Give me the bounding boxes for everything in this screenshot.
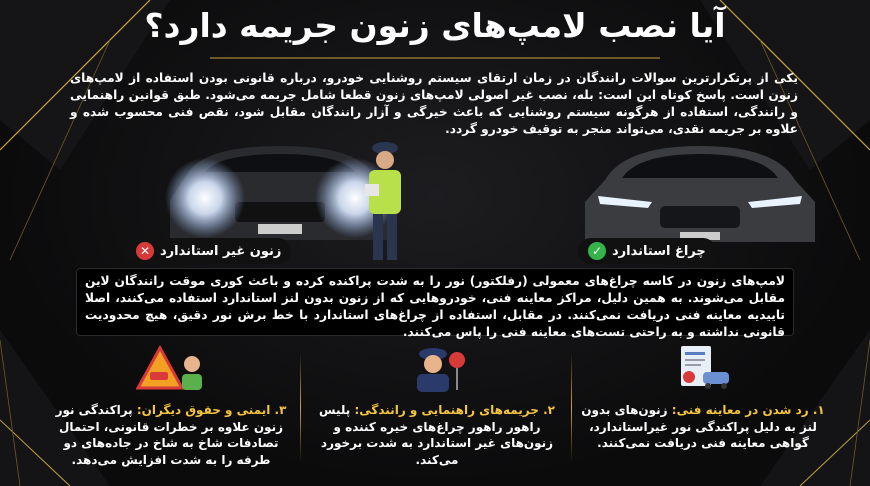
standard-label-badge [578, 238, 716, 264]
point-2 [312, 340, 562, 480]
point-2-text: ۲. جریمه‌های راهنمایی و رانندگی: پلیس راهور راهور چراغ‌های خیره کننده و زنون‌های غیر استاندارد به شدت برخورد می‌کند. [319, 403, 555, 467]
page-title: آیا نصب لامپ‌های زنون جریمه دارد؟ [144, 6, 726, 45]
intro-paragraph: یکی از پرتکرارترین سوالات رانندگان در زمان ارتقای سیستم روشنایی خودرو، درباره قانونی بودن استفاده از لامپ‌های زنون است. پاسخ کوتاه این است: بله، نصب غیر اصولی لامپ‌های زنون قطعا شامل جریمه می‌شود. طبق قوانین راهنمایی و رانندگی، استفاده از هرگونه سیستم روشنایی که باعث خیرگی و آزار رانندگان مقابل شود، نقص فنی محسوب شده و علاوه بر جریمه نقدی، می‌تواند منجر به توقیف خودرو گردد. [70, 71, 798, 136]
standard-car-illustration [570, 140, 830, 252]
police-officer-illustration [355, 138, 415, 262]
standard-label: چراغ استاندارد [612, 243, 706, 259]
middle-paragraph: لامپ‌های زنون در کاسه چراغ‌های معمولی (رفلکتور) نور را به شدت پراکنده کرده و باعث کوری موقت رانندگان لاین مقابل می‌شوند. به همین دلیل، مراکز معاینه فنی، خودروهایی که از زنون بدون لنز استاندارد استفاده می‌کنند، اصلا تاییدیه معاینه فنی دریافت نمی‌کنند. در مقابل، استفاده از چراغ‌های استاندارد با خط برش نور دقیق، هیچ محدودیت قانونی نداشته و به راحتی تست‌های معاینه فنی را پاس می‌کنند. [76, 268, 794, 336]
divider [300, 352, 301, 462]
check-icon: ✓ [588, 242, 606, 260]
xenon-label-badge [126, 238, 291, 264]
point-3 [46, 340, 296, 480]
cross-icon: ✕ [136, 242, 154, 260]
xenon-label: زنون غیر استاندارد [160, 243, 282, 259]
document-car-icon [673, 344, 733, 394]
point-1-text: ۱. رد شدن در معاینه فنی: زنون‌های بدون لنز به دلیل پراکندگی نور غیراستاندارد، گواهی معاینه فنی دریافت نمی‌کنند. [581, 403, 825, 450]
divider [571, 352, 572, 462]
point-1 [578, 340, 828, 480]
point-3-text: ۳. ایمنی و حقوق دیگران: پراکندگی نور زنون علاوه بر خطرات قانونی، احتمال تصادفات شاخ به شاخ در جاده‌های دو طرفه را به شدت افزایش می‌دهد. [55, 403, 287, 467]
police-officer-icon [407, 344, 467, 394]
accident-warning-icon [136, 344, 206, 394]
